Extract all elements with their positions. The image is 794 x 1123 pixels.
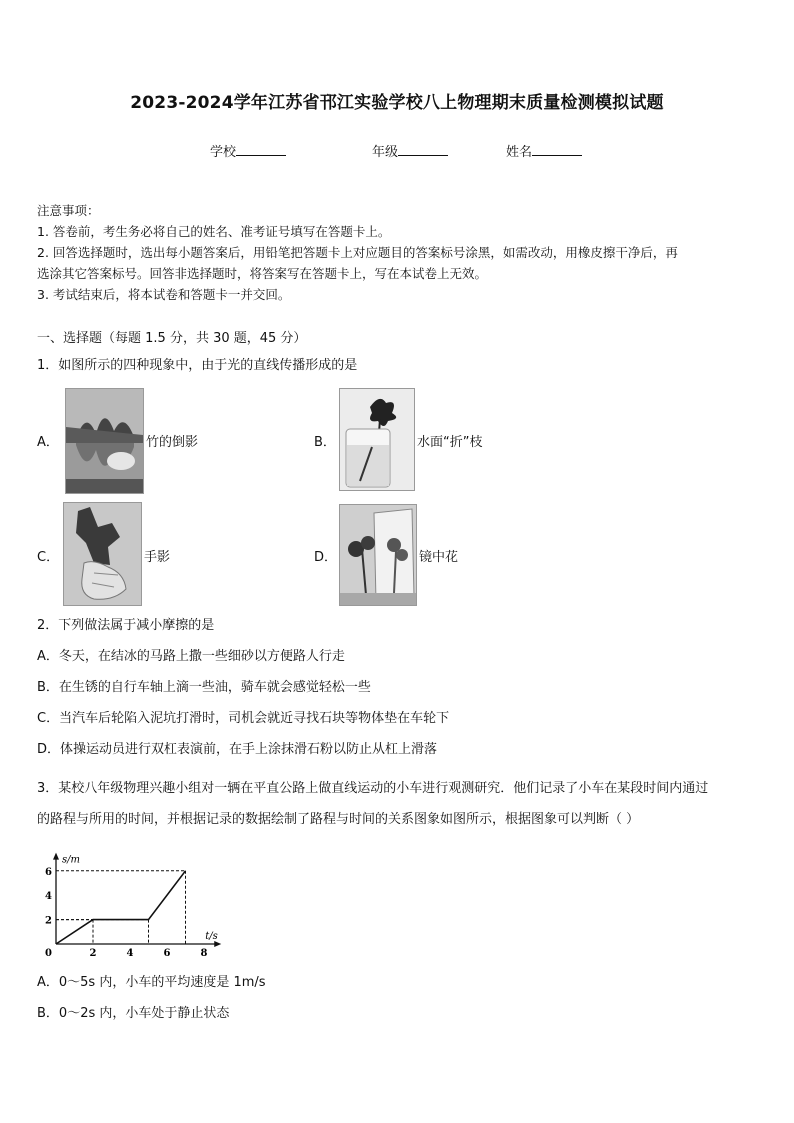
grade-field[interactable]	[372, 141, 448, 160]
distance-time-graph	[40, 842, 230, 960]
notes-item: 选涂其它答案标号。回答非选择题时，将答案写在答题卡上，写在本试卷上无效。	[37, 266, 488, 281]
notes-item: 3. 考试结束后，将本试卷和答题卡一并交回。	[37, 287, 291, 302]
q1-option-b-letter[interactable]: B．	[314, 435, 336, 450]
q3-option-b[interactable]: B．0～2s 内，小车处于静止状态	[37, 1006, 230, 1021]
origin-label: 0	[45, 948, 52, 959]
y-axis-label: s/m	[62, 854, 80, 866]
school-label: 学校	[210, 145, 237, 160]
name-label: 姓名	[506, 145, 533, 160]
y-tick-label: 2	[45, 915, 52, 927]
q1-option-a-letter[interactable]: A．	[37, 435, 59, 450]
x-tick-label: 8	[200, 948, 208, 959]
notes-block	[37, 200, 678, 305]
page-title: 2023-2024学年江苏省邗江实验学校八上物理期末质量检测模拟试题	[130, 93, 664, 113]
q1-option-d-caption: 镜中花	[419, 550, 459, 565]
x-tick-label: 2	[89, 948, 97, 959]
notes-item: 2. 回答选择题时，选出每小题答案后，用铅笔把答题卡上对应题目的答案标号涂黑，如需改动，用橡皮擦干净后，再	[37, 245, 678, 260]
y-tick-label: 4	[45, 891, 52, 903]
bamboo-reflection-photo	[65, 388, 144, 494]
q1-option-a-caption: 竹的倒影	[146, 435, 199, 450]
hand-shadow-photo	[63, 502, 142, 606]
flower-in-mirror-photo	[339, 504, 417, 606]
q1-option-c-letter[interactable]: C．	[37, 550, 60, 565]
x-tick-label: 6	[163, 948, 171, 959]
q1-option-c-caption: 手影	[144, 550, 171, 565]
q1-stem: 1．如图所示的四种现象中，由于光的直线传播形成的是	[37, 358, 358, 373]
name-field[interactable]	[506, 141, 582, 160]
q3-stem-line1: 3．某校八年级物理兴趣小组对一辆在平直公路上做直线运动的小车进行观测研究．他们记录了小车在某段时间内通过	[37, 781, 709, 796]
grade-label: 年级	[372, 145, 399, 160]
q3-stem-line2: 的路程与所用的时间，并根据记录的数据绘制了路程与时间的关系图象如图所示，根据图象可以判断（ ）	[37, 812, 640, 827]
series-line	[56, 871, 186, 944]
q2-option-b[interactable]: B．在生锈的自行车轴上滴一些油，骑车就会感觉轻松一些	[37, 680, 371, 695]
name-blank[interactable]	[532, 143, 582, 156]
q3-option-a[interactable]: A．0～5s 内，小车的平均速度是 1m/s	[37, 975, 266, 990]
y-axis-arrow	[53, 853, 59, 860]
x-tick-label: 4	[126, 948, 134, 959]
q2-option-a[interactable]: A．冬天，在结冰的马路上撒一些细砂以方便路人行走	[37, 649, 345, 664]
q1-option-b-caption: 水面“折”枝	[417, 435, 483, 450]
school-field[interactable]	[210, 141, 286, 160]
y-tick-label: 6	[45, 866, 52, 878]
q2-option-d[interactable]: D．体操运动员进行双杠表演前，在手上涂抹滑石粉以防止从杠上滑落	[37, 742, 438, 757]
q1-option-d-letter[interactable]: D．	[314, 550, 338, 565]
bent-branch-in-water-photo	[339, 388, 415, 491]
notes-item: 1. 答卷前，考生务必将自己的姓名、准考证号填写在答题卡上。	[37, 224, 391, 239]
school-blank[interactable]	[236, 143, 286, 156]
grade-blank[interactable]	[398, 143, 448, 156]
notes-heading: 注意事项：	[37, 203, 100, 218]
q2-option-c[interactable]: C．当汽车后轮陷入泥坑打滑时，司机会就近寻找石块等物体垫在车轮下	[37, 711, 450, 726]
x-axis-label: t/s	[205, 931, 218, 942]
section-heading: 一、选择题（每题 1.5 分，共 30 题，45 分）	[37, 331, 307, 346]
q2-stem: 2．下列做法属于减小摩擦的是	[37, 618, 215, 633]
